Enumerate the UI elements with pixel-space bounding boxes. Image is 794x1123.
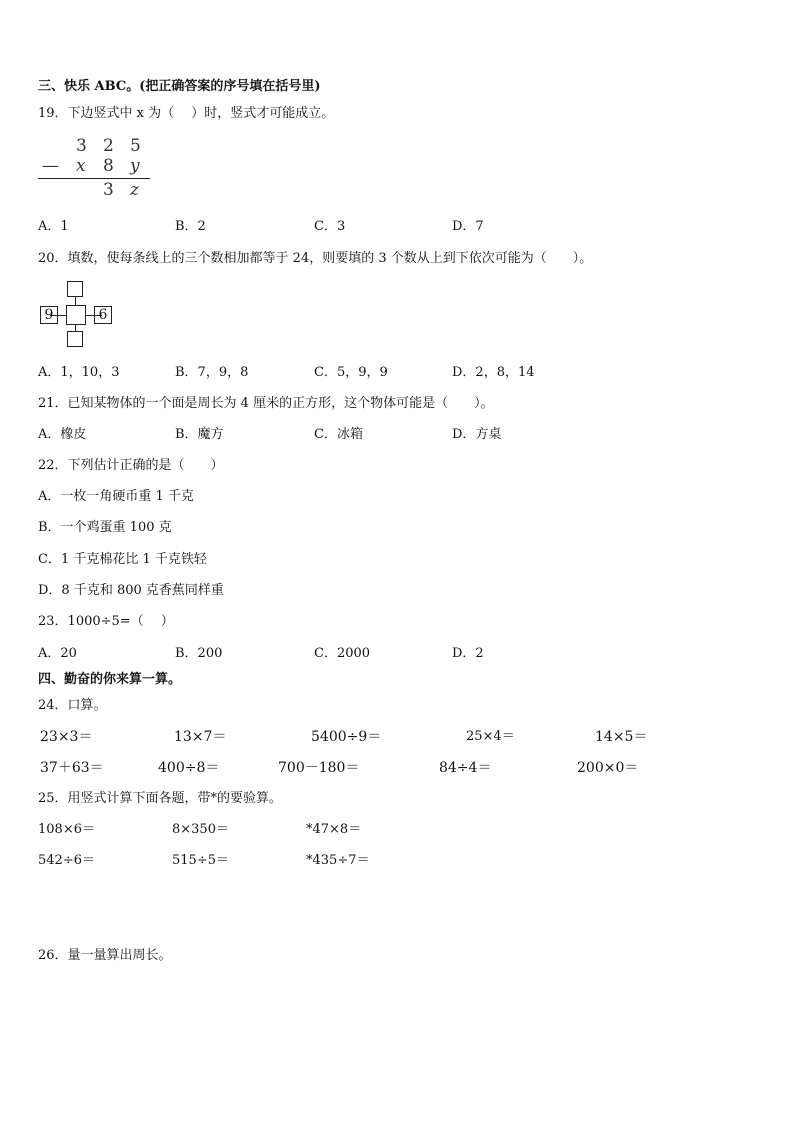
q19-var: y — [130, 156, 140, 176]
q25-expr: 8×350＝ — [172, 822, 229, 837]
q26-stem: 26．量一量算出周长。 — [38, 948, 172, 963]
q19-digit: 2 — [103, 136, 114, 156]
q24-expr: 23×3＝ — [40, 729, 93, 745]
q19-option-a[interactable]: A．1 — [38, 219, 69, 234]
q19-digit: 5 — [130, 136, 141, 156]
q20-blank-center[interactable] — [66, 305, 86, 325]
q24-expr: 25×4＝ — [466, 729, 515, 744]
q23-option-b[interactable]: B．200 — [175, 646, 223, 661]
q19-digit: 3 — [103, 180, 114, 200]
q21-option-a[interactable]: A．橡皮 — [38, 427, 87, 442]
q20-option-b[interactable]: B．7，9，8 — [175, 365, 249, 380]
q20-box-left: 9 — [40, 306, 58, 324]
q24-stem: 24．口算。 — [38, 698, 107, 713]
q20-option-a[interactable]: A．1，10，3 — [38, 365, 120, 380]
q20-blank-top[interactable] — [67, 281, 83, 297]
q21-option-d[interactable]: D．方桌 — [452, 427, 502, 442]
q19-var: z — [130, 180, 139, 200]
q25-expr: *435÷7＝ — [306, 853, 370, 868]
q20-box-right: 6 — [94, 306, 112, 324]
q24-expr: 84÷4＝ — [439, 760, 492, 776]
q25-expr: 515÷5＝ — [172, 853, 229, 868]
q24-expr: 400÷8＝ — [158, 760, 220, 776]
q24-expr: 14×5＝ — [595, 729, 648, 745]
q20-option-d[interactable]: D．2，8，14 — [452, 365, 535, 380]
q22-stem: 22．下列估计正确的是（ ） — [38, 458, 224, 473]
q19-digit: 3 — [76, 136, 87, 156]
q21-stem: 21．已知某物体的一个面是周长为 4 厘米的正方形，这个物体可能是（ ）。 — [38, 396, 494, 411]
q25-expr: 542÷6＝ — [38, 853, 95, 868]
q21-option-c[interactable]: C．冰箱 — [314, 427, 363, 442]
q24-expr: 13×7＝ — [174, 729, 227, 745]
q24-expr: 5400÷9＝ — [311, 729, 382, 745]
q19-minus-sign: — — [42, 156, 59, 176]
q20-stem: 20．填数，使每条线上的三个数相加都等于 24，则要填的 3 个数从上到下依次可能为（ ）。 — [38, 251, 593, 266]
q19-option-b[interactable]: B．2 — [175, 219, 206, 234]
q24-expr: 37＋63＝ — [40, 760, 104, 776]
q23-option-d[interactable]: D．2 — [452, 646, 484, 661]
q19-option-d[interactable]: D．7 — [452, 219, 484, 234]
q25-expr: 108×6＝ — [38, 822, 95, 837]
q22-option-a[interactable]: A．一枚一角硬币重 1 千克 — [38, 489, 194, 504]
q19-digit: 8 — [103, 156, 114, 176]
q22-option-c[interactable]: C．1 千克棉花比 1 千克铁轻 — [38, 552, 207, 567]
q25-expr: *47×8＝ — [306, 822, 362, 837]
q23-option-a[interactable]: A．20 — [38, 646, 77, 661]
q20-blank-bottom[interactable] — [67, 331, 83, 347]
q23-stem: 23．1000÷5=（ ） — [38, 614, 174, 629]
q20-option-c[interactable]: C．5，9，9 — [314, 365, 388, 380]
q24-expr: 200×0＝ — [577, 760, 639, 776]
q19-stem: 19．下边竖式中 x 为（ ）时，竖式才可能成立。 — [38, 106, 335, 121]
section4-title: 四、勤奋的你来算一算。 — [38, 672, 182, 687]
q19-var: x — [76, 156, 86, 176]
q25-stem: 25．用竖式计算下面各题，带*的要验算。 — [38, 791, 283, 806]
q19-option-c[interactable]: C．3 — [314, 219, 346, 234]
q21-option-b[interactable]: B．魔方 — [175, 427, 224, 442]
q19-calc-line — [38, 178, 150, 179]
q23-option-c[interactable]: C．2000 — [314, 646, 371, 661]
q22-option-b[interactable]: B．一个鸡蛋重 100 克 — [38, 520, 172, 535]
q22-option-d[interactable]: D．8 千克和 800 克香蕉同样重 — [38, 583, 224, 598]
q24-expr: 700－180＝ — [278, 760, 360, 776]
section3-title: 三、快乐 ABC。(把正确答案的序号填在括号里) — [38, 79, 321, 94]
